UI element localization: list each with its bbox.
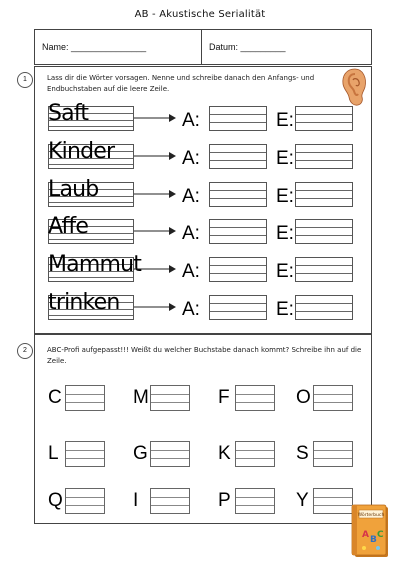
- given-letter: M: [133, 387, 149, 408]
- start-letter-label: A:: [182, 261, 200, 282]
- given-letter: F: [218, 387, 230, 408]
- end-letter-label: E:: [276, 223, 294, 244]
- task-1-number: 1: [17, 72, 33, 88]
- next-letter-answer[interactable]: [150, 488, 190, 514]
- next-letter-answer[interactable]: [313, 488, 353, 514]
- word-text: Saft: [48, 101, 89, 126]
- arrow-right-icon: [134, 151, 176, 161]
- end-letter-label: E:: [276, 186, 294, 207]
- worksheet-title: AB - Akustische Serialität: [134, 9, 266, 20]
- word-text: Kinder: [48, 139, 115, 164]
- book-letter-b: B: [370, 535, 377, 545]
- word-row-1: [48, 139, 134, 169]
- book-letter-c: C: [377, 530, 384, 540]
- next-letter-answer[interactable]: [65, 488, 105, 514]
- start-letter-label: A:: [182, 148, 200, 169]
- next-letter-answer[interactable]: [235, 441, 275, 467]
- end-letter-answer[interactable]: [295, 182, 353, 207]
- given-letter: P: [218, 490, 231, 511]
- word-row-2: [48, 177, 134, 207]
- word-row-0: [48, 101, 134, 131]
- next-letter-answer[interactable]: [150, 385, 190, 411]
- arrow-right-icon: [134, 189, 176, 199]
- dictionary-book-icon: [349, 503, 391, 559]
- start-letter-answer[interactable]: [209, 219, 267, 244]
- word-text: trinken: [48, 290, 120, 315]
- given-letter: C: [48, 387, 62, 408]
- start-letter-label: A:: [182, 110, 200, 131]
- end-letter-label: E:: [276, 110, 294, 131]
- start-letter-answer[interactable]: [209, 144, 267, 169]
- word-text: Mammut: [48, 252, 142, 277]
- word-row-4: [48, 252, 142, 282]
- start-letter-answer[interactable]: [209, 106, 267, 131]
- name-date-header: [34, 29, 372, 65]
- date-field[interactable]: Datum: _________: [209, 42, 286, 52]
- end-letter-label: E:: [276, 299, 294, 320]
- next-letter-answer[interactable]: [313, 385, 353, 411]
- start-letter-label: A:: [182, 223, 200, 244]
- given-letter: Y: [296, 490, 309, 511]
- end-letter-answer[interactable]: [295, 106, 353, 131]
- header-divider: [201, 30, 202, 64]
- next-letter-answer[interactable]: [65, 385, 105, 411]
- task-1-instruction: Lass dir die Wörter vorsagen. Nenne und schreibe danach den Anfangs- und Endbuchstaben auf die leere Zeile.: [47, 74, 315, 93]
- start-letter-answer[interactable]: [209, 182, 267, 207]
- arrow-right-icon: [134, 302, 176, 312]
- word-text: Laub: [48, 177, 99, 202]
- start-letter-answer[interactable]: [209, 257, 267, 282]
- start-letter-answer[interactable]: [209, 295, 267, 320]
- arrow-right-icon: [134, 264, 176, 274]
- given-letter: S: [296, 443, 309, 464]
- word-text: Affe: [48, 214, 89, 239]
- end-letter-answer[interactable]: [295, 219, 353, 244]
- next-letter-answer[interactable]: [65, 441, 105, 467]
- word-row-5: [48, 290, 134, 320]
- book-letter-a: A: [362, 530, 369, 540]
- book-title: Wörterbuch: [357, 513, 385, 518]
- task-2-number: 2: [17, 343, 33, 359]
- given-letter: G: [133, 443, 148, 464]
- end-letter-answer[interactable]: [295, 295, 353, 320]
- next-letter-answer[interactable]: [313, 441, 353, 467]
- end-letter-label: E:: [276, 261, 294, 282]
- ear-icon: [339, 67, 369, 107]
- task-2-instruction: ABC-Profi aufgepasst!!! Weißt du welcher Buchstabe danach kommt? Schreibe ihn auf die Zeile.: [47, 346, 362, 365]
- given-letter: I: [133, 490, 139, 511]
- next-letter-answer[interactable]: [235, 488, 275, 514]
- word-row-3: [48, 214, 134, 244]
- arrow-right-icon: [134, 113, 176, 123]
- end-letter-answer[interactable]: [295, 144, 353, 169]
- next-letter-answer[interactable]: [150, 441, 190, 467]
- arrow-right-icon: [134, 226, 176, 236]
- next-letter-answer[interactable]: [235, 385, 275, 411]
- given-letter: L: [48, 443, 59, 464]
- given-letter: O: [296, 387, 311, 408]
- given-letter: K: [218, 443, 231, 464]
- start-letter-label: A:: [182, 186, 200, 207]
- end-letter-label: E:: [276, 148, 294, 169]
- start-letter-label: A:: [182, 299, 200, 320]
- given-letter: Q: [48, 490, 63, 511]
- end-letter-answer[interactable]: [295, 257, 353, 282]
- name-field[interactable]: Name: _______________: [42, 42, 147, 52]
